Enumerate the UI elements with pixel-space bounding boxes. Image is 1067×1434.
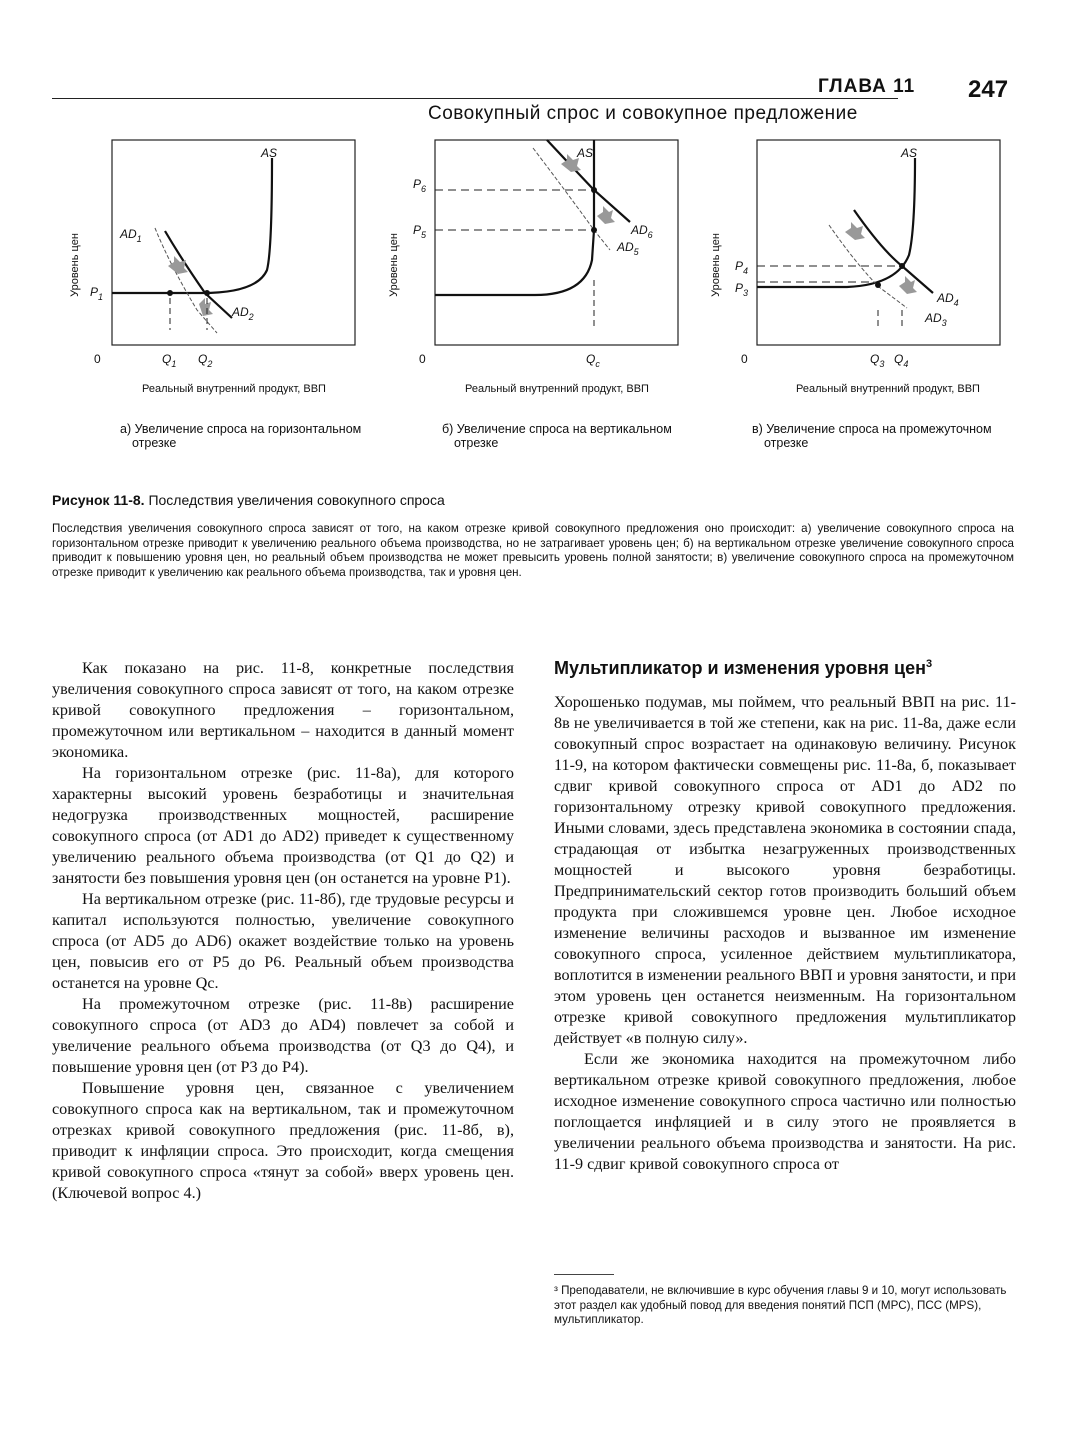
ad1-label: $AD_1$ bbox=[120, 227, 142, 244]
chapter-label: ГЛАВА 11 bbox=[818, 76, 916, 97]
ad6-label: $AD_6$ bbox=[631, 223, 653, 240]
equilibrium-point bbox=[591, 187, 597, 193]
q3-label: $Q_3$ bbox=[870, 352, 885, 369]
running-title: Совокупный спрос и совокупное предложение bbox=[428, 103, 858, 124]
qc-label: $Q_c$ bbox=[586, 352, 600, 369]
figure-description: Последствия увеличения совокупного спроса зависят от того, на каком отрезке кривой совокупного предложения оно происходит: а) увеличение совокупного спроса на горизонтальном отрезке приводит к увеличению реального объема производства, но не затрагивает уровень цен; б) на вертикальном отрезке увеличение совокупного спроса приводит к повышению уровня цен, но реальный объем производства не может превысить уровень полной занятости; в) увеличение совокупного спроса на промежуточном отрезке приводит к увеличению как реального объема производства, так и уровня цен. bbox=[52, 522, 1014, 579]
figure-panel-c bbox=[697, 130, 1027, 410]
p3-label: $P_3$ bbox=[735, 281, 749, 298]
as-label: AS bbox=[261, 146, 278, 160]
shift-arrow-icon bbox=[199, 298, 213, 316]
page-number: 247 bbox=[968, 76, 1009, 103]
footnote: ³ Преподаватели, не включившие в курс обучения главы 9 и 10, могут использовать этот раздел как удобный повод для введения понятий ПСП (MPC), ПСС (MPS), мультипликатор. bbox=[554, 1284, 1007, 1326]
as-label: AS bbox=[901, 146, 918, 160]
q1-label: $Q_1$ bbox=[162, 352, 177, 369]
equilibrium-point bbox=[204, 290, 210, 296]
ad2-label: $AD_2$ bbox=[232, 305, 254, 322]
equilibrium-point bbox=[875, 282, 881, 288]
panel-a-caption: а) Увеличение спроса на горизонтальном отрезке bbox=[120, 422, 362, 450]
ad3-label: $AD_3$ bbox=[925, 311, 947, 328]
header-rule bbox=[52, 98, 898, 99]
shift-arrow-icon bbox=[899, 276, 917, 294]
p6-label: $P_6$ bbox=[413, 177, 427, 194]
p5-label: $P_5$ bbox=[413, 223, 427, 240]
paragraph: На горизонтальном отрезке (рис. 11-8а), для которого характерны высокий уровень безработицы и значительная недогрузка производственных мощностей, расширение совокупного спроса (от AD1 до AD2) приведет к существенному увеличению реального объема производства (от Q1 до Q2) и занятости без повышения уровня цен (он останется на уровне P1). bbox=[52, 764, 514, 887]
ad4-curve bbox=[854, 210, 933, 293]
paragraph: Хорошенько подумав, мы поймем, что реальный ВВП на рис. 11-8в не увеличивается в той же степени, как на рис. 11-8а, даже если совокупный спрос возрастает на одинаковую величину. Рисунок 11-9, на котором фактически совмещены рис. 11-8а, б, показывает сдвиг кривой совокупного спроса от AD1 до AD2 по горизонтальному отрезку кривой совокупного предложения. Иными словами, здесь представлена экономика в состоянии спада, страдающая от избытка незагруженных производственных мощностей и высокого уровня безработицы. Предпринимательский сектор готов производить больший объем продукта при сложившемся уровне цен. Любое исходное изменение величины расходов и вызванное им изменение совокупного спроса, усиленное действием мультипликатора, воплотится в изменении реального ВВП и уровня занятости, и при этом уровень цен останется неизменным. На горизонтальном отрезке кривой совокупного предложения мультипликатор действует «в полную силу». bbox=[554, 693, 1016, 1047]
ad2-curve bbox=[165, 231, 232, 318]
as-curve bbox=[757, 158, 915, 287]
x-axis-label: Реальный внутренний продукт, ВВП bbox=[796, 383, 980, 395]
p4-label: $P_4$ bbox=[735, 259, 749, 276]
ad4-label: $AD_4$ bbox=[937, 291, 959, 308]
footnote-rule bbox=[554, 1274, 614, 1275]
q2-label: $Q_2$ bbox=[198, 352, 213, 369]
ad5-label: $AD_5$ bbox=[617, 240, 639, 257]
figure-panel-b bbox=[375, 130, 695, 410]
equilibrium-point bbox=[167, 290, 173, 296]
origin-label: 0 bbox=[419, 352, 426, 366]
shift-arrow-icon bbox=[597, 206, 615, 224]
paragraph: Если же экономика находится на промежуточном либо вертикальном отрезке кривой совокупного предложения, любое исходное изменение совокупного спроса частично или полностью поглощается инфляцией и в силу этого не проявляется в увеличении реального объема производства и занятости. На рис. 11-9 сдвиг кривой совокупного спроса от bbox=[554, 1050, 1016, 1173]
paragraph: На промежуточном отрезке (рис. 11-8в) расширение совокупного спроса (от AD3 до AD4) повлечет за собой и увеличение реального объема производства (от Q3 до Q4), и повышение уровня цен (от P3 до P4). bbox=[52, 995, 514, 1076]
figure-title: Рисунок 11-8. Последствия увеличения совокупного спроса bbox=[52, 492, 445, 508]
origin-label: 0 bbox=[94, 352, 101, 366]
equilibrium-point bbox=[899, 263, 905, 269]
shift-arrow-icon bbox=[845, 222, 865, 240]
figure-panel-a bbox=[52, 130, 372, 410]
origin-label: 0 bbox=[741, 352, 748, 366]
p1-label: $P_1$ bbox=[90, 285, 104, 302]
y-axis-label: Уровень цен bbox=[710, 233, 722, 297]
x-axis-label: Реальный внутренний продукт, ВВП bbox=[465, 383, 649, 395]
x-axis-label: Реальный внутренний продукт, ВВП bbox=[142, 383, 326, 395]
y-axis-label: Уровень цен bbox=[388, 233, 400, 297]
panel-b-caption: б) Увеличение спроса на вертикальном отрезке bbox=[442, 422, 672, 450]
equilibrium-point bbox=[591, 227, 597, 233]
as-label: AS bbox=[577, 146, 594, 160]
paragraph: Повышение уровня цен, связанное с увеличением совокупного спроса как на вертикальном, так и промежуточном отрезках кривой совокупного предложения (рис. 11-8б, в), приводит к инфляции спроса. Это происходит, когда смещения кривой совокупного спроса «тянут за собой» вверх уровень цен. (Ключевой вопрос 4.) bbox=[52, 1079, 514, 1202]
panel-c-caption: в) Увеличение спроса на промежуточном отрезке bbox=[752, 422, 992, 450]
q4-label: $Q_4$ bbox=[894, 352, 909, 369]
paragraph: Как показано на рис. 11-8, конкретные последствия увеличения совокупного спроса зависят от того, на каком отрезке кривой совокупного предложения – горизонтальном, промежуточном или вертикальном – находится в данный момент экономика. bbox=[52, 659, 514, 761]
section-heading: Мультипликатор и изменения уровня цен$^3$ bbox=[554, 658, 933, 678]
right-column bbox=[554, 692, 1016, 1175]
ad1-curve bbox=[155, 228, 217, 333]
paragraph: На вертикальном отрезке (рис. 11-8б), где трудовые ресурсы и капитал используются полностью, увеличение совокупного спроса (от AD5 до AD6) окажет воздействие только на уровень цен, повысив его от P5 до P6. Реальный объем производства останется на уровне Qc. bbox=[52, 890, 514, 992]
left-column bbox=[52, 658, 514, 1204]
y-axis-label: Уровень цен bbox=[69, 233, 81, 297]
